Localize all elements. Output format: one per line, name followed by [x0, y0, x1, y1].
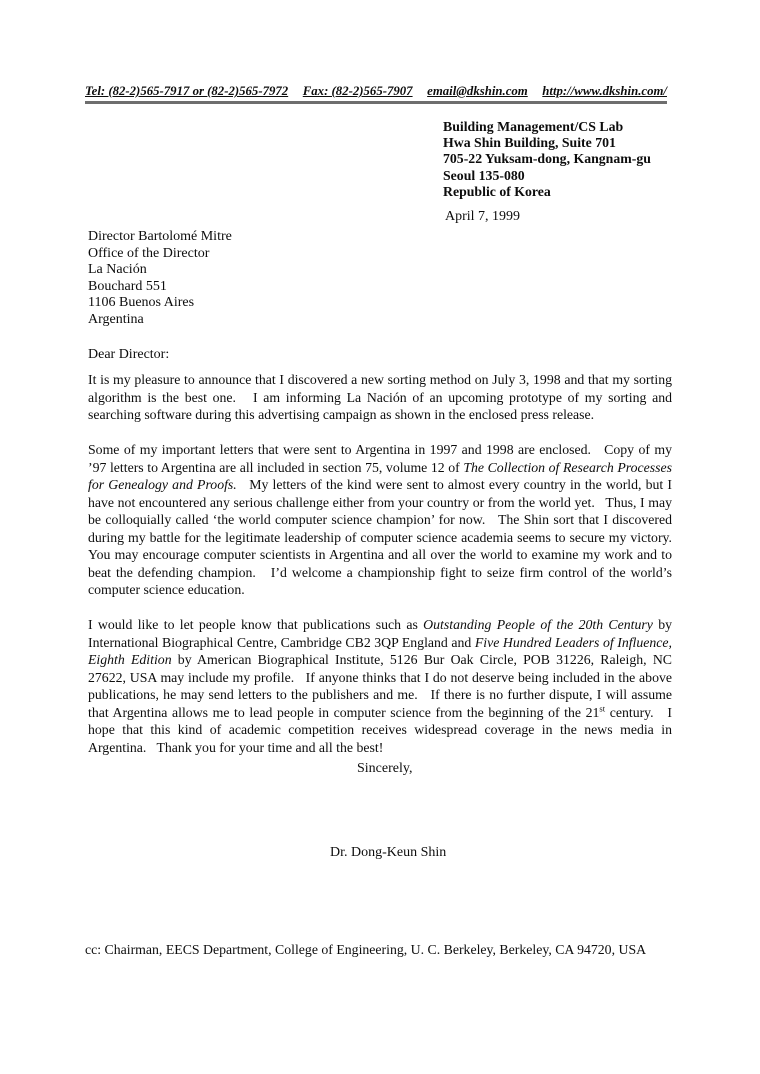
recipient-line: Director Bartolomé Mitre — [88, 229, 232, 244]
date-line: April 7, 1999 — [445, 209, 521, 224]
recipient-line: La Nación — [88, 262, 147, 278]
recipient-address-block — [88, 229, 232, 329]
paragraph: I would like to let people know that publications such as Outstanding People of the 20th Century by International Biographical Centre, Cambridge CB2 3QP England and Five Hundred Leaders of Influence, Eighth Edition by American Biographical Institute, 5126 Bur Oak Circle, POB 31226, Raleigh, NC 27622, USA may include my profile. If anyone thinks that I do not deserve being included in the above publications, he may send letters to the publishers and me. If there is no further dispute, I will assume that Argentina allows me to lead people in computer science from the beginning of the 21st century. I hope that this kind of academic competition receives widespread coverage in the news media in Argentina. Thank you for your time and all the best! — [88, 617, 676, 755]
fax-number: Fax: (82-2)565-7907 — [302, 84, 413, 98]
recipient-line: 1106 Buenos Aires — [88, 295, 195, 311]
email-address: email@dkshin.com — [427, 84, 528, 98]
sender-address-block — [443, 119, 651, 200]
recipient-line: Office of the Director — [88, 245, 210, 261]
sender-line: Hwa Shin Building, Suite 701 — [443, 135, 616, 151]
contact-header-rule — [85, 84, 667, 104]
letter-body — [88, 371, 683, 774]
sender-line: Building Management/CS Lab — [443, 119, 624, 134]
website-url: http://www.dkshin.com/ — [542, 84, 667, 98]
paragraph: Some of my important letters that were sent to Argentina in 1997 and 1998 are enclosed. Copy of my ’97 letters to Argentina are all included in section 75, volume 12 of The Collection of Research Processes for Genealogy and Proofs. My letters of the kind were sent to almost every country in the world, but I have not encountered any serious challenge either from your country or from the world yet. Thus, I may be colloquially called ‘the world computer science champion’ for now. The Shin sort that I discovered during my battle for the legitimate leadership of computer science academia seems to secure my victory. You may encourage computer scientists in Argentina and all over the world to examine my work and to beat the defending champion. I’d welcome a championship fight to seize firm control of the world’s computer science education. — [88, 442, 683, 597]
sender-line: Seoul 135-080 — [443, 167, 525, 183]
tel-numbers: Tel: (82-2)565-7917 or (82-2)565-7972 — [85, 84, 289, 98]
sender-line: 705-22 Yuksam-dong, Kangnam-gu — [443, 151, 651, 167]
salutation: Dear Director: — [88, 347, 170, 362]
cc-line: cc: Chairman, EECS Department, College of Engineering, U. C. Berkeley, Berkeley, CA 94720, USA — [85, 942, 647, 957]
signature-name: Dr. Dong-Keun Shin — [330, 845, 447, 860]
paragraph: It is my pleasure to announce that I discovered a new sorting method on July 3, 1998 and that my sorting algorithm is the best one. I am informing La Nación of an upcoming prototype of my sorting and searching software during this advertising campaign as shown in the enclosed press release. — [88, 372, 676, 422]
sender-line: Republic of Korea — [443, 183, 551, 199]
recipient-line: Argentina — [88, 311, 144, 327]
recipient-line: Bouchard 551 — [88, 278, 167, 294]
closing-line: Sincerely, — [357, 761, 413, 776]
